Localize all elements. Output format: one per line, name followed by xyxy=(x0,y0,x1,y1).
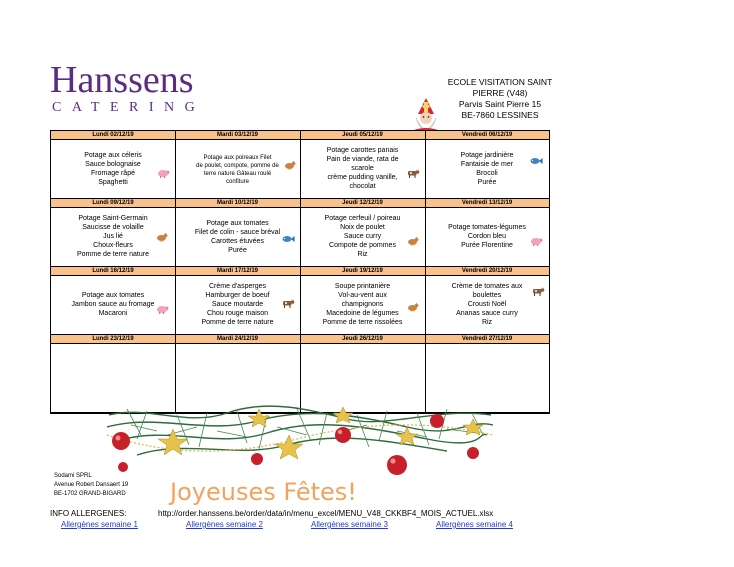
logo-wordmark: Hanssens xyxy=(50,59,194,101)
dish-line: Choux-fleurs xyxy=(93,242,133,249)
dish-line: Potage aux tomates xyxy=(81,292,145,299)
day-header: Jeudi 12/12/19 xyxy=(300,199,425,208)
allergens-url[interactable]: http://order.hanssens.be/order/data/in/menu_excel/MENU_V48_CKKBF4_MOIS_ACTUEL.xlsx xyxy=(158,509,494,518)
day-header: Jeudi 26/12/19 xyxy=(300,335,425,344)
dish-line: Pain de viande, rata de xyxy=(326,156,399,163)
column-divider xyxy=(175,131,176,413)
dish-line: Crème de tomates aux xyxy=(451,283,523,290)
cow-icon xyxy=(531,286,545,296)
day-menu-cell xyxy=(51,140,175,199)
day-menu-cell xyxy=(300,208,425,267)
caterer-address xyxy=(54,472,128,499)
day-menu-cell xyxy=(51,344,175,413)
dish-line: Crousti Noël xyxy=(467,301,507,308)
dish-line: Sauce curry xyxy=(343,233,382,240)
allergen-week-1-link[interactable]: Allergènes semaine 1 xyxy=(61,520,138,529)
dish-line: terre nature Gâteau roulé xyxy=(203,171,272,177)
day-header: Mardi 24/12/19 xyxy=(175,335,300,344)
cow-icon xyxy=(406,168,420,178)
dish-line: Potage jardinière xyxy=(460,152,514,159)
address-line: Sodami SPRL xyxy=(54,473,92,479)
dish-line: Potage aux poireaux Filet xyxy=(203,155,272,161)
chicken-icon xyxy=(155,232,169,242)
fish-icon xyxy=(529,156,543,166)
day-menu-cell xyxy=(51,208,175,267)
hanssens-logo xyxy=(50,59,230,115)
pig-icon xyxy=(529,236,543,246)
address-line: BE-1702 GRAND-BIGARD xyxy=(54,491,126,497)
dish-line: scarole xyxy=(351,165,374,172)
day-header: Vendredi 20/12/19 xyxy=(425,267,549,276)
day-menu-cell xyxy=(300,140,425,199)
allergens-label: INFO ALLERGENES: xyxy=(50,509,127,518)
day-menu-cell xyxy=(175,344,300,413)
chicken-icon xyxy=(283,160,297,170)
dish-line: Chou rouge maison xyxy=(206,310,269,317)
dish-line: Soupe printanière xyxy=(334,283,391,290)
day-menu-cell xyxy=(300,344,425,413)
dish-line: Jambon sauce au fromage xyxy=(71,301,155,308)
dish-line: Potage Saint-Germain xyxy=(78,215,148,222)
dish-line: Crème d'asperges xyxy=(209,283,266,290)
dish-line: Sauce bolognaise xyxy=(85,161,141,168)
day-header: Lundi 09/12/19 xyxy=(51,199,175,208)
day-header: Jeudi 05/12/19 xyxy=(300,131,425,140)
day-header: Lundi 16/12/19 xyxy=(51,267,175,276)
weekly-menu-table xyxy=(50,130,550,414)
dish-line: Spaghetti xyxy=(98,179,128,186)
dish-line: Macaroni xyxy=(98,310,128,317)
day-header: Vendredi 06/12/19 xyxy=(425,131,549,140)
dish-line: Noix de poulet xyxy=(340,224,385,231)
school-line: ECOLE VISITATION SAINT xyxy=(447,77,553,87)
day-header: Vendredi 13/12/19 xyxy=(425,199,549,208)
dish-line: Compote de pommes xyxy=(329,242,396,249)
day-menu-cell xyxy=(425,140,549,199)
dish-line: Purée Florentine xyxy=(461,242,513,249)
day-header: Mardi 17/12/19 xyxy=(175,267,300,276)
day-menu-cell xyxy=(425,276,549,335)
school-address xyxy=(420,77,580,121)
dish-line: Fromage râpé xyxy=(91,170,135,177)
day-header: Lundi 02/12/19 xyxy=(51,131,175,140)
dish-line: Riz xyxy=(481,319,493,326)
chicken-icon xyxy=(406,302,420,312)
chicken-icon xyxy=(406,236,420,246)
dish-line: Brocoli xyxy=(476,170,498,177)
dish-line: Cordon bleu xyxy=(467,233,507,240)
dish-line: boulettes xyxy=(472,292,502,299)
allergen-week-2-link[interactable]: Allergènes semaine 2 xyxy=(186,520,263,529)
column-divider xyxy=(300,131,301,413)
dish-line: Pomme de terre rissolées xyxy=(322,319,403,326)
pig-icon xyxy=(156,168,170,178)
dish-line: confiture xyxy=(225,179,249,185)
dish-line: crème pudding vanille, xyxy=(327,174,398,181)
day-menu-cell xyxy=(425,208,549,267)
dish-line: Riz xyxy=(357,251,368,258)
day-header: Jeudi 19/12/19 xyxy=(300,267,425,276)
day-header: Lundi 23/12/19 xyxy=(51,335,175,344)
dish-line: Hamburger de boeuf xyxy=(205,292,270,299)
day-header: Vendredi 27/12/19 xyxy=(425,335,549,344)
dish-line: Potage aux tomates xyxy=(206,220,269,227)
column-divider xyxy=(425,131,426,413)
dish-line: Fantaisie de mer xyxy=(460,161,514,168)
school-line: BE-7860 LESSINES xyxy=(461,110,539,120)
fish-icon xyxy=(281,234,295,244)
dish-line: Potage aux céleris xyxy=(84,152,142,159)
dish-line: Potage cerfeuil / poireau xyxy=(324,215,401,222)
day-header: Mardi 10/12/19 xyxy=(175,199,300,208)
dish-line: Vol-au-vent aux xyxy=(338,292,387,299)
dish-line: Saucisse de volaille xyxy=(82,224,144,231)
day-menu-cell xyxy=(300,276,425,335)
day-menu-cell xyxy=(425,344,549,413)
dish-line: champignons xyxy=(341,301,384,308)
dish-line: Purée xyxy=(477,179,497,186)
day-menu-cell xyxy=(175,140,300,199)
dish-line: Carottes étuvées xyxy=(211,238,264,245)
day-header: Mardi 03/12/19 xyxy=(175,131,300,140)
greeting-text: Joyeuses Fêtes! xyxy=(170,478,357,506)
dish-line: Sauce moutarde xyxy=(211,301,264,308)
day-menu-cell xyxy=(175,208,300,267)
pig-icon xyxy=(155,304,169,314)
cow-icon xyxy=(281,298,295,308)
dish-line: Purée xyxy=(228,247,247,254)
dish-line: de poulet, compote, pomme de xyxy=(196,163,279,169)
school-line: PIERRE (V48) xyxy=(472,88,528,98)
address-line: Avenue Robert Dansaert 19 xyxy=(54,482,129,488)
logo-subtitle: CATERING xyxy=(52,100,206,115)
christmas-garland-decoration xyxy=(107,405,493,485)
dish-line: Pomme de terre nature xyxy=(77,251,149,258)
dish-line: Potage carottes panais xyxy=(326,147,399,154)
day-menu-cell xyxy=(175,276,300,335)
day-menu-cell xyxy=(51,276,175,335)
dish-line: Potage tomates-légumes xyxy=(448,224,526,231)
dish-line: chocolat xyxy=(349,183,376,190)
allergen-week-3-link[interactable]: Allergènes semaine 3 xyxy=(311,520,388,529)
dish-line: Macedoine de légumes xyxy=(326,310,399,317)
dish-line: Pomme de terre nature xyxy=(201,319,274,326)
school-line: Parvis Saint Pierre 15 xyxy=(458,99,542,109)
allergen-week-4-link[interactable]: Allergènes semaine 4 xyxy=(436,520,513,529)
dish-line: Filet de colin - sauce bréval xyxy=(194,229,281,236)
dish-line: Jus lié xyxy=(103,233,123,240)
dish-line: Ananas sauce curry xyxy=(456,310,518,317)
